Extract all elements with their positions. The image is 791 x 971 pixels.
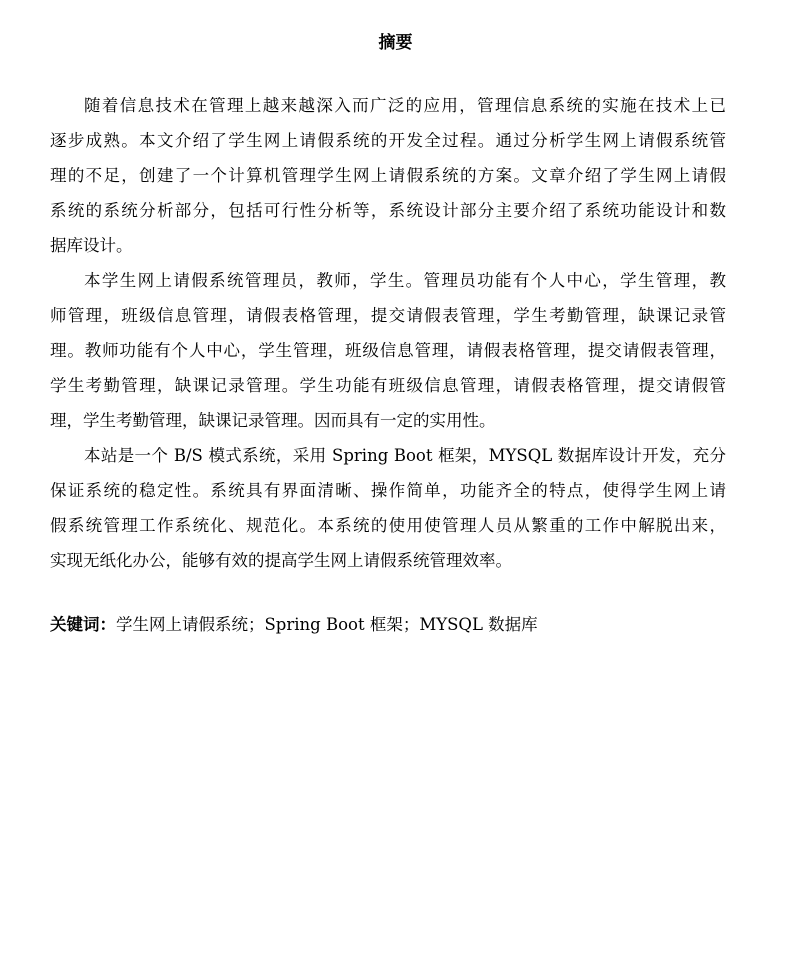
text-line: 理，学生考勤管理，缺课记录管理。因而具有一定的实用性。 bbox=[50, 411, 496, 430]
text-line: 随着信息技术在管理上越来越深入而广泛的应用，管理信息系统的实施在技术上已 bbox=[84, 96, 726, 115]
text-line: 理的不足，创建了一个计算机管理学生网上请假系统的方案。文章介绍了学生网上请假 bbox=[50, 166, 726, 185]
text-line: 逐步成熟。本文介绍了学生网上请假系统的开发全过程。通过分析学生网上请假系统管 bbox=[50, 131, 726, 150]
paragraph-3 bbox=[50, 438, 726, 578]
text-line: 据库设计。 bbox=[50, 236, 133, 255]
text-line: 系统的系统分析部分，包括可行性分析等，系统设计部分主要介绍了系统功能设计和数 bbox=[50, 201, 726, 220]
abstract-title: 摘要 bbox=[378, 33, 413, 53]
keywords bbox=[50, 607, 538, 642]
text-line: 理。教师功能有个人中心，学生管理，班级信息管理，请假表格管理，提交请假表管理， bbox=[50, 341, 726, 360]
paragraph-2 bbox=[50, 263, 726, 438]
text-line: 实现无纸化办公，能够有效的提高学生网上请假系统管理效率。 bbox=[50, 551, 512, 570]
abstract-body bbox=[50, 88, 726, 578]
text-line: 师管理，班级信息管理，请假表格管理，提交请假表管理，学生考勤管理，缺课记录管 bbox=[50, 306, 726, 325]
keywords-value: 学生网上请假系统；Spring Boot 框架；MYSQL 数据库 bbox=[116, 615, 538, 634]
text-line: 学生考勤管理，缺课记录管理。学生功能有班级信息管理，请假表格管理，提交请假管 bbox=[50, 376, 726, 395]
text-line: 本学生网上请假系统管理员，教师，学生。管理员功能有个人中心，学生管理，教 bbox=[84, 271, 726, 290]
text-line: 假系统管理工作系统化、规范化。本系统的使用使管理人员从繁重的工作中解脱出来， bbox=[50, 516, 726, 535]
paragraph-1 bbox=[50, 88, 726, 263]
text-line: 保证系统的稳定性。系统具有界面清晰、操作简单，功能齐全的特点，使得学生网上请 bbox=[50, 481, 726, 500]
keywords-label: 关键词： bbox=[50, 615, 116, 634]
text-line: 本站是一个 B/S 模式系统，采用 Spring Boot 框架，MYSQL 数据库设计开发，充分 bbox=[84, 446, 726, 465]
